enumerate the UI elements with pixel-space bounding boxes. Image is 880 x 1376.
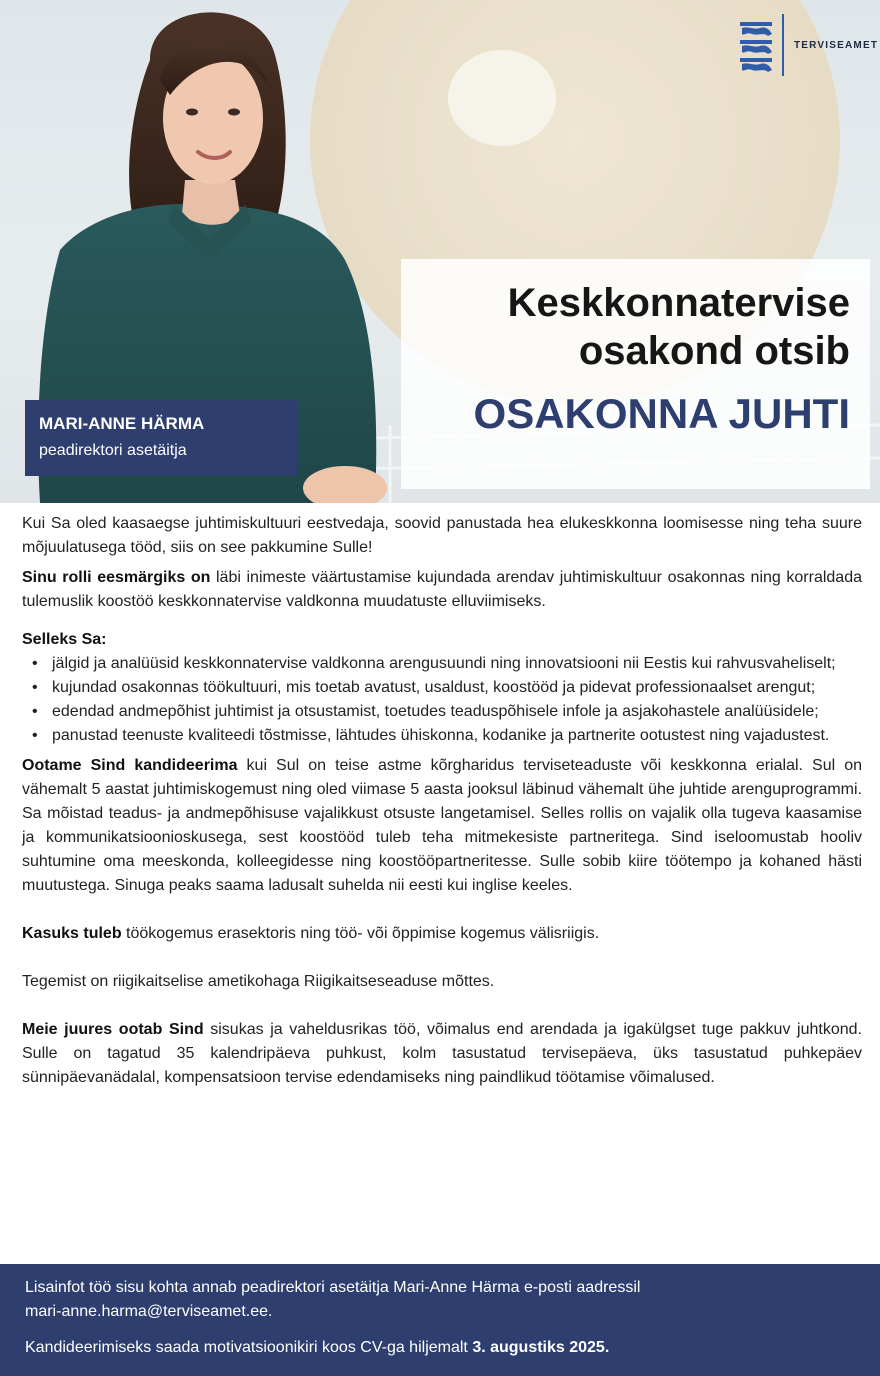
person-title: peadirektori asetäitja [39, 442, 187, 459]
requirements-paragraph [22, 754, 862, 898]
expect-text: kui Sul on teise astme kõrgharidus terviseteaduste või keskkonna erialal. Sul on vähemalt 5 aastat juhtimiskogemust ning oled viimase 5 aasta jooksul läbinud vähemalt ühe juhtide arenguprogrammi. Sa mõistad teadus- ja andmepõhisuse vajalikkust otsuste langetamisel. Selles rollis on vajalik olla tugeva kaasamise ja kommunikatsioonioskusega, sest koostööd tuleb teha mitmekesiste partneritega. Sind iseloomustab hooliv suhtumine oma meeskonda, kolleegidesse ning koostööpartneritesse. Sulle sobib kiire töötempo ja kohaned hästi muutustega. Sinuga peaks saama ladusalt suhelda nii eesti kui inglise keeles. [22, 757, 862, 894]
tasks-heading-text: Selleks Sa: [22, 631, 107, 648]
goal-paragraph [22, 566, 862, 614]
terviseamet-logo [738, 14, 878, 76]
headline-line-2: osakond otsib [578, 329, 850, 373]
list-item: • edendad andmepõhist juhtimist ja otsustamist, toetudes teaduspõhisele infole ja asjakohastele analüüsidele; [22, 700, 862, 724]
headline-box [401, 259, 870, 489]
person-name: MARI-ANNE HÄRMA [39, 414, 205, 433]
headline-line-1: Keskkonnatervise [507, 281, 850, 325]
advantage-bold: Kasuks tuleb [22, 925, 122, 942]
deadline-info [25, 1336, 855, 1360]
deadline-text: Kandideerimiseks saada motivatsioonikiri koos CV-ga hiljemalt [25, 1339, 473, 1356]
person-name-box [25, 400, 297, 476]
contact-footer [0, 1264, 880, 1376]
contact-email-link[interactable]: mari-anne.harma@terviseamet.ee [25, 1303, 269, 1320]
contact-info-text: Lisainfot töö sisu kohta annab peadirektori asetäitja Mari-Anne Härma e-posti aadressil [25, 1279, 641, 1296]
logo-text: TERVISEAMET [794, 39, 879, 51]
job-title: OSAKONNA JUHTI [473, 390, 850, 437]
list-item: • jälgid ja analüüsid keskkonnatervise valdkonna arengusuundi ning innovatsiooni nii Eestis kui rahvusvaheliselt; [22, 652, 862, 676]
advantage-paragraph [22, 922, 862, 946]
tasks-heading [22, 628, 862, 652]
defense-note: Tegemist on riigikaitselise ametikohaga Riigikaitseseaduse mõttes. [22, 973, 495, 990]
tasks-list [22, 652, 862, 748]
offer-bold: Meie juures ootab Sind [22, 1021, 204, 1038]
email-suffix: . [268, 1303, 273, 1320]
deadline-date: 3. augustiks 2025. [472, 1339, 610, 1356]
offer-paragraph [22, 1018, 862, 1090]
list-item: • panustad teenuste kvaliteedi tõstmisse, lähtudes ühiskonna, kodanike ja partnerite ootustest ning vajadustest. [22, 724, 862, 748]
intro-paragraph: Kui Sa oled kaasaegse juhtimiskultuuri eestvedaja, soovid panustada hea elukeskkonna loomisesse ning teha suure mõjuulatusega tööd, siis on see pakkumine Sulle! [22, 515, 862, 556]
list-item: • kujundad osakonnas töökultuuri, mis toetab avatust, usaldust, koostööd ja pidevat professionaalset arengut; [22, 676, 862, 700]
estonian-three-lions-crest-icon [738, 18, 774, 72]
goal-text: läbi inimeste väärtustamise kujundada arendav juhtimiskultuur osakonnas ning korraldada tulemuslik koostöö keskkonnatervise valdkonna muudatuste elluviimiseks. [22, 569, 863, 610]
hero-banner [0, 0, 880, 503]
job-description [22, 512, 862, 1090]
goal-bold: Sinu rolli eesmärgiks on [22, 569, 211, 586]
offer-text: sisukas ja vaheldusrikas töö, võimalus end arendada ja igakülgset tuge pakkuv juhtkond. Sulle on tagatud 35 kalendripäeva puhkust, kolm tasustatud tervisepäeva, üks tasustatud puhkepäev sünnipäevanädalal, kompensatsioon tervise edendamiseks ning paindlikud töötamise võimalused. [22, 1021, 862, 1086]
advantage-text: töökogemus erasektoris ning töö- või õppimise kogemus välisriigis. [121, 925, 600, 942]
logo-divider [782, 14, 784, 76]
expect-bold: Ootame Sind kandideerima [22, 757, 238, 774]
contact-info [25, 1276, 855, 1324]
